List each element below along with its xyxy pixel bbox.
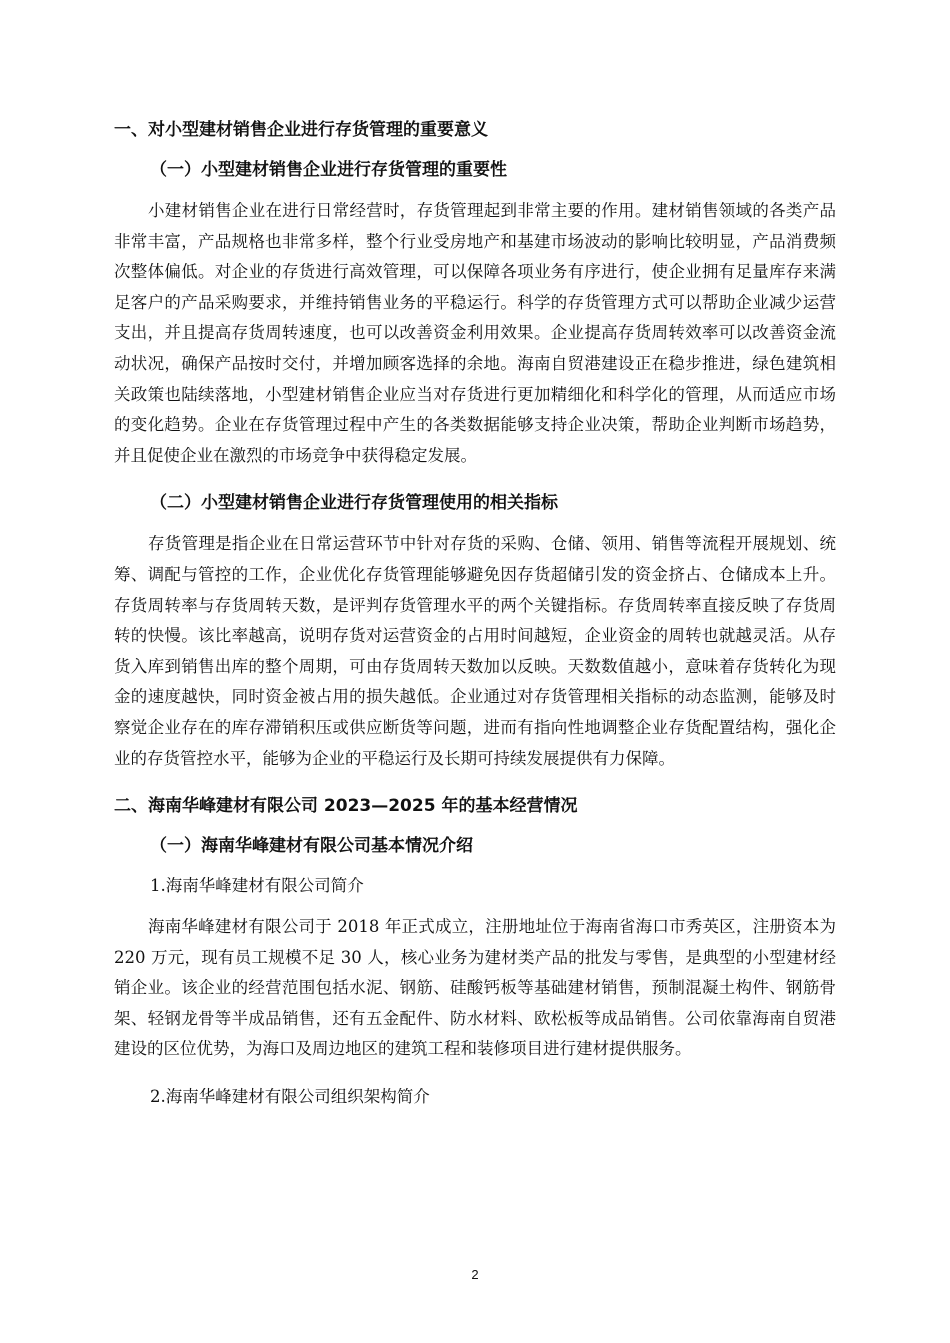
section-2-1-1-heading: 1.海南华峰建材有限公司简介	[150, 876, 364, 896]
document-body	[114, 118, 836, 1109]
section-1-heading: 一、对小型建材销售企业进行存货管理的重要意义	[114, 120, 488, 140]
section-1-2-paragraph: 存货管理是指企业在日常运营环节中针对存货的采购、仓储、领用、销售等流程开展规划、统筹、调配与管控的工作，企业优化存货管理能够避免因存货超储引发的资金挤占、仓储成本上升。存货周转率与存货周转天数，是评判存货管理水平的两个关键指标。存货周转率直接反映了存货周转的快慢。该比率越高，说明存货对运营资金的占用时间越短，企业资金的周转也就越灵活。从存货入库到销售出库的整个周期，可由存货周转天数加以反映。天数数值越小，意味着存货转化为现金的速度越快，同时资金被占用的损失越低。企业通过对存货管理相关指标的动态监测，能够及时察觉企业存在的库存滞销积压或供应断货等问题，进而有指向性地调整企业存货配置结构，强化企业的存货管控水平，能够为企业的平稳运行及长期可持续发展提供有力保障。	[114, 534, 836, 768]
section-1-2-heading: （二）小型建材销售企业进行存货管理使用的相关指标	[150, 493, 558, 514]
section-1-1-paragraph: 小建材销售企业在进行日常经营时，存货管理起到非常主要的作用。建材销售领域的各类产品非常丰富，产品规格也非常多样，整个行业受房地产和基建市场波动的影响比较明显，产品消费频次整体偏低。对企业的存货进行高效管理，可以保障各项业务有序进行，使企业拥有足量库存来满足客户的产品采购要求，并维持销售业务的平稳运行。科学的存货管理方式可以帮助企业减少运营支出，并且提高存货周转速度，也可以改善资金利用效果。企业提高存货周转效率可以改善资金流动状况，确保产品按时交付，并增加顾客选择的余地。海南自贸港建设正在稳步推进，绿色建筑相关政策也陆续落地，小型建材销售企业应当对存货进行更加精细化和科学化的管理，从而适应市场的变化趋势。企业在存货管理过程中产生的各类数据能够支持企业决策，帮助企业判断市场趋势，并且促使企业在激烈的市场竞争中获得稳定发展。	[114, 201, 836, 465]
section-1-1-heading: （一）小型建材销售企业进行存货管理的重要性	[150, 160, 507, 180]
section-2-heading: 二、海南华峰建材有限公司 2023—2025 年的基本经营情况	[114, 796, 578, 817]
section-2-1-1-paragraph: 海南华峰建材有限公司于 2018 年正式成立，注册地址位于海南省海口市秀英区，注册资本为 220 万元，现有员工规模不足 30 人，核心业务为建材类产品的批发与零售，是典型的小型建材经销企业。该企业的经营范围包括水泥、钢筋、硅酸钙板等基础建材销售，预制混凝土构件、钢筋骨架、轻钢龙骨等半成品销售，还有五金配件、防水材料、欧松板等成品销售。公司依靠海南自贸港建设的区位优势，为海口及周边地区的建筑工程和装修项目进行建材提供服务。	[114, 917, 836, 1059]
section-2-1-heading: （一）海南华峰建材有限公司基本情况介绍	[150, 836, 473, 857]
page-number: 2	[471, 1267, 479, 1282]
section-2-1-2-heading: 2.海南华峰建材有限公司组织架构简介	[150, 1087, 430, 1107]
